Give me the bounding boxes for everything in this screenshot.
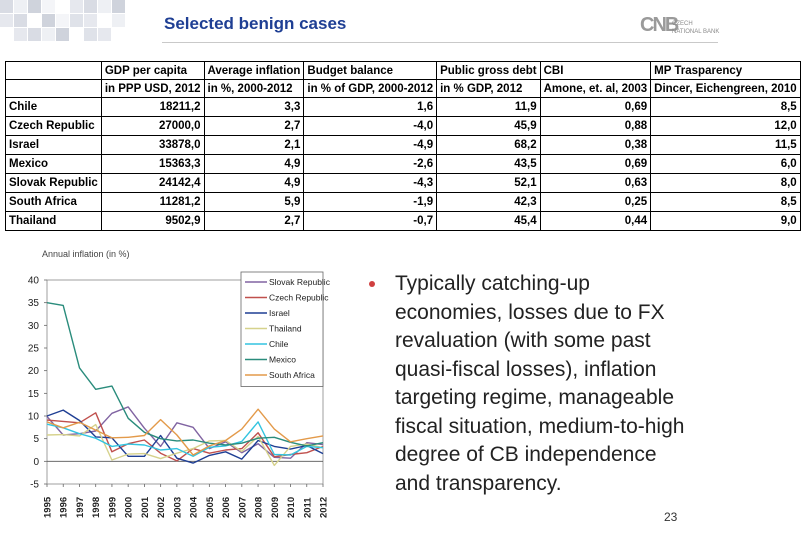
title-divider [162,42,718,43]
mosaic-tile [84,14,97,27]
table-row [6,136,801,155]
table-row [6,117,801,136]
table-cell: 0,38 [540,136,651,155]
mosaic-tile [42,0,55,13]
table-cell: 0,44 [540,212,651,231]
table-cell: in % GDP, 2012 [437,80,541,98]
table-row [6,193,801,212]
mosaic-tile [70,0,83,13]
legend-label: Chile [269,339,289,349]
table-cell: -0,7 [304,212,437,231]
row-label: Israel [6,136,102,155]
mosaic-tile [0,14,13,27]
table-subheader-row [6,80,801,98]
table-cell: 0,88 [540,117,651,136]
table-cell: Dincer, Eichengreen, 2010 [651,80,801,98]
table-cell: 8,5 [651,98,801,117]
legend-label: Czech Republic [269,292,329,303]
table-cell: -4,3 [304,174,437,193]
table-cell: 2,7 [204,117,304,136]
table-row [6,155,801,174]
x-tick-label: 2007 [237,496,249,518]
table-cell: 1,6 [304,98,437,117]
mosaic-tile [70,14,83,27]
table-cell: 24142,4 [101,174,204,193]
y-tick-label: 30 [27,320,39,332]
row-label: Czech Republic [6,117,102,136]
table-cell: 45,9 [437,117,541,136]
x-tick-label: 2002 [156,496,168,518]
table-row [6,212,801,231]
y-tick-label: 40 [27,275,39,287]
x-tick-label: 2011 [302,497,314,518]
table-cell: 3,3 [204,98,304,117]
mosaic-tile [14,14,27,27]
bullet-text: Typically catching-up economies, losses due to FX revaluation (with some past quasi-fiscal losses), inflation targeting regime, manageable fiscal situation, medium-to-high degree of CB independence and transparency. [395,272,685,495]
table-row [6,98,801,117]
table-cell: Amone, et. al, 2003 [540,80,651,98]
table-cell: -2,6 [304,155,437,174]
table-cell: 42,3 [437,193,541,212]
table-cell: 43,5 [437,155,541,174]
table-cell: 0,69 [540,98,651,117]
table-cell: in %, 2000-2012 [204,80,304,98]
legend-label: Mexico [269,354,296,365]
table-cell: 8,5 [651,193,801,212]
y-tick-label: 20 [27,366,39,378]
x-tick-label: 1995 [42,496,54,518]
mosaic-tile [84,0,97,13]
table-cell: 9,0 [651,212,801,231]
x-tick-label: 2008 [253,496,265,518]
x-tick-label: 2000 [123,496,135,518]
row-label [6,62,102,80]
table-cell: -4,9 [304,136,437,155]
mosaic-tile [14,28,27,41]
table-cell: 0,69 [540,155,651,174]
table-cell: 68,2 [437,136,541,155]
y-tick-label: -5 [30,479,39,491]
table-cell: 5,9 [204,193,304,212]
table-cell: 12,0 [651,117,801,136]
x-tick-label: 2003 [172,496,184,518]
table-cell: 11281,2 [101,193,204,212]
x-tick-label: 1996 [58,496,70,518]
bullet-dot [369,281,375,287]
table-cell: 11,9 [437,98,541,117]
x-tick-label: 2001 [139,496,151,518]
table-cell: -1,9 [304,193,437,212]
row-label: South Africa [6,193,102,212]
mosaic-tile [14,0,27,13]
table-header-row [6,62,801,80]
table-row [6,174,801,193]
x-tick-label: 1997 [74,496,86,518]
table-cell: 45,4 [437,212,541,231]
table-cell: 18211,2 [101,98,204,117]
table-cell: 15363,3 [101,155,204,174]
mosaic-tile [56,28,69,41]
mosaic-tile [112,0,125,13]
inflation-line-chart [0,262,335,527]
legend-label: South Africa [269,370,315,380]
table-cell: -4,0 [304,117,437,136]
row-label: Slovak Republic [6,174,102,193]
table-cell: 9502,9 [101,212,204,231]
x-tick-label: 2005 [204,496,216,518]
row-label: Mexico [6,155,102,174]
mosaic-tile [28,0,41,13]
row-label: Chile [6,98,102,117]
logo-mark: CNB [640,14,678,36]
table-cell: in % of GDP, 2000-2012 [304,80,437,98]
mosaic-tile [98,28,111,41]
mosaic-tile [28,28,41,41]
mosaic-tile [84,28,97,41]
logo-line-1: CZECH [672,21,693,27]
table-cell: 4,9 [204,155,304,174]
chart-caption: Annual inflation (in %) [42,249,130,259]
table-cell: 0,63 [540,174,651,193]
x-tick-label: 1998 [91,496,103,518]
x-tick-label: 1999 [107,496,119,518]
x-tick-label: 2010 [286,496,298,518]
legend-label: Slovak Republic [269,277,330,287]
y-tick-label: 15 [27,388,39,400]
x-tick-label: 2009 [269,496,281,518]
page-number: 23 [664,510,678,524]
y-tick-label: 25 [27,343,39,355]
mosaic-tile [42,28,55,41]
table-cell: 33878,0 [101,136,204,155]
mosaic-tile [98,0,111,13]
table-cell: MP Trasparency [651,62,801,80]
mosaic-tile [0,0,13,13]
table-cell: in PPP USD, 2012 [101,80,204,98]
y-tick-label: 35 [27,298,39,310]
mosaic-tile [42,14,55,27]
y-tick-label: 5 [33,434,39,446]
row-label: Thailand [6,212,102,231]
slide-title: Selected benign cases [164,14,347,33]
table-cell: 11,5 [651,136,801,155]
table-cell: Public gross debt [437,62,541,80]
cnb-logo [640,14,720,40]
table-cell: 4,9 [204,174,304,193]
logo-line-2: NATIONAL BANK [672,29,720,35]
table-cell: Budget balance [304,62,437,80]
mosaic-tile [56,14,69,27]
table-cell: 8,0 [651,174,801,193]
x-tick-label: 2012 [318,496,330,518]
mosaic-tile [112,14,125,27]
table-cell: GDP per capita [101,62,204,80]
legend-label: Thailand [269,323,302,334]
table-cell: CBI [540,62,651,80]
x-tick-label: 2006 [221,496,233,518]
table-cell: Average inflation [204,62,304,80]
legend-label: Israel [269,308,290,318]
y-tick-label: 0 [33,456,39,468]
table-cell: 52,1 [437,174,541,193]
indicators-table [5,61,801,231]
decorative-mosaic [0,0,160,45]
table-cell: 0,25 [540,193,651,212]
x-tick-label: 2004 [188,496,200,518]
table-cell: 27000,0 [101,117,204,136]
y-tick-label: 10 [27,411,39,423]
table-cell: 2,7 [204,212,304,231]
table-cell: 2,1 [204,136,304,155]
row-label [6,80,102,98]
table-cell: 6,0 [651,155,801,174]
